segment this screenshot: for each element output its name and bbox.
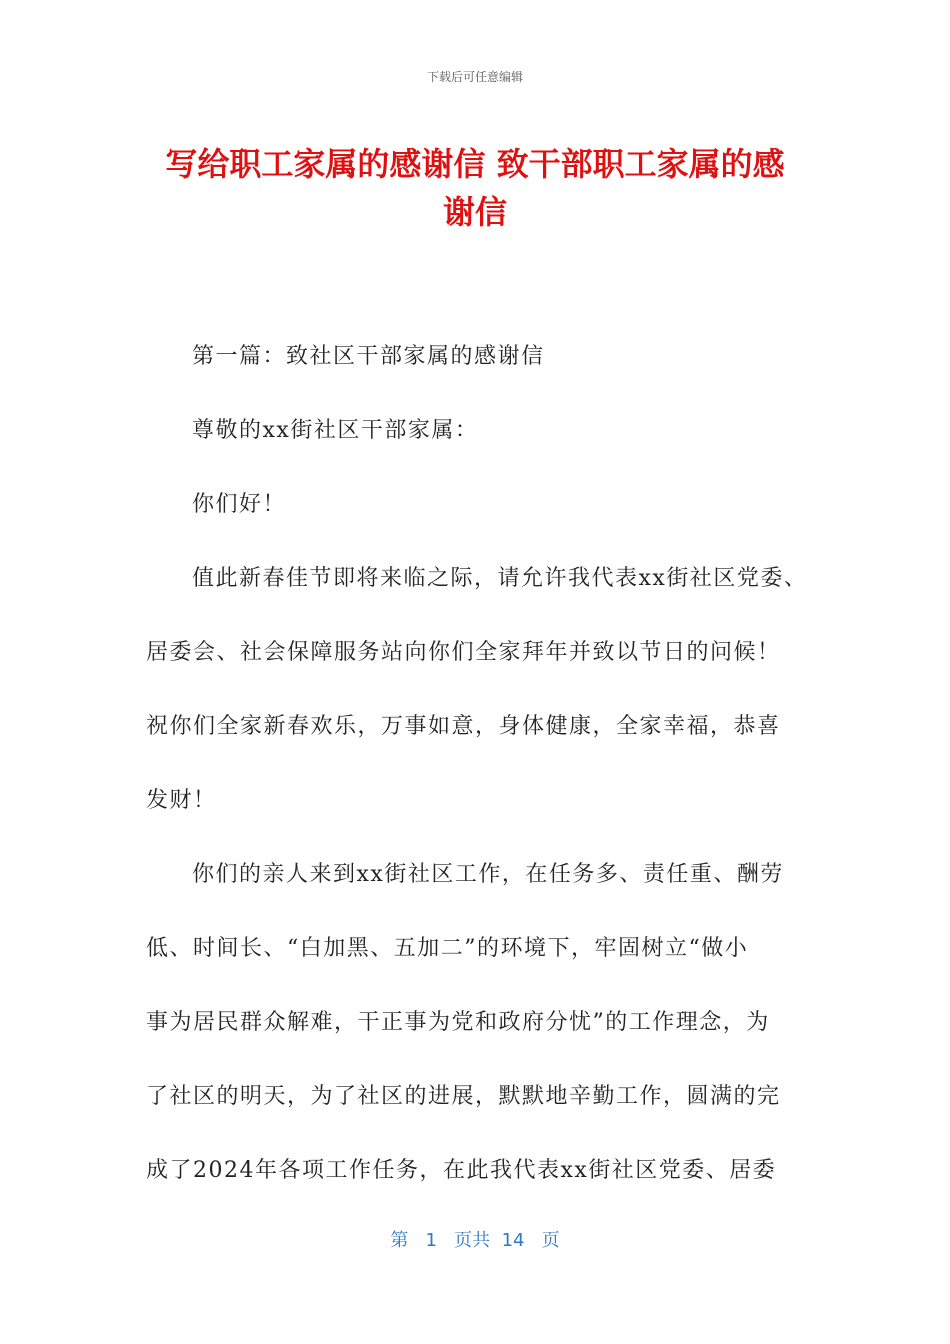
title-line-2: 谢信 <box>442 193 507 231</box>
page-label-prefix: 第 <box>390 1230 409 1251</box>
body-line: 低、时间长、“白加黑、五加二”的环境下，牢固树立“做小 <box>146 936 749 961</box>
page-label-mid: 页共 <box>454 1230 491 1251</box>
body-line: 你们的亲人来到xx街社区工作，在任务多、责任重、酬劳 <box>192 862 784 887</box>
header-note: 下载后可任意编辑 <box>426 70 523 84</box>
body-line: 发财！ <box>146 788 217 813</box>
page-label-suffix: 页 <box>541 1230 560 1251</box>
current-page-number: 1 <box>425 1230 437 1251</box>
salutation: 尊敬的xx街社区干部家属： <box>192 418 479 443</box>
page-footer <box>0 1226 950 1252</box>
body-line: 事为居民群众解难，干正事为党和政府分忧”的工作理念，为 <box>146 1010 770 1035</box>
greeting: 你们好！ <box>192 492 287 517</box>
body-line: 居委会、社会保障服务站向你们全家拜年并致以节日的问候！ <box>146 640 781 665</box>
body-line: 祝你们全家新春欢乐，万事如意，身体健康，全家幸福，恭喜 <box>146 714 781 739</box>
body-line: 了社区的明天，为了社区的进展，默默地辛勤工作，圆满的完 <box>146 1084 781 1109</box>
document-title <box>130 140 820 236</box>
total-pages-number: 14 <box>501 1230 525 1251</box>
section-heading: 第一篇：致社区干部家属的感谢信 <box>192 344 545 369</box>
title-line-1: 写给职工家属的感谢信 致干部职工家属的感 <box>165 145 785 183</box>
body-line: 值此新春佳节即将来临之际，请允许我代表xx街社区党委、 <box>192 566 808 591</box>
body-line: 成了2024年各项工作任务，在此我代表xx街社区党委、居委 <box>146 1158 777 1183</box>
document-body <box>146 320 846 1208</box>
